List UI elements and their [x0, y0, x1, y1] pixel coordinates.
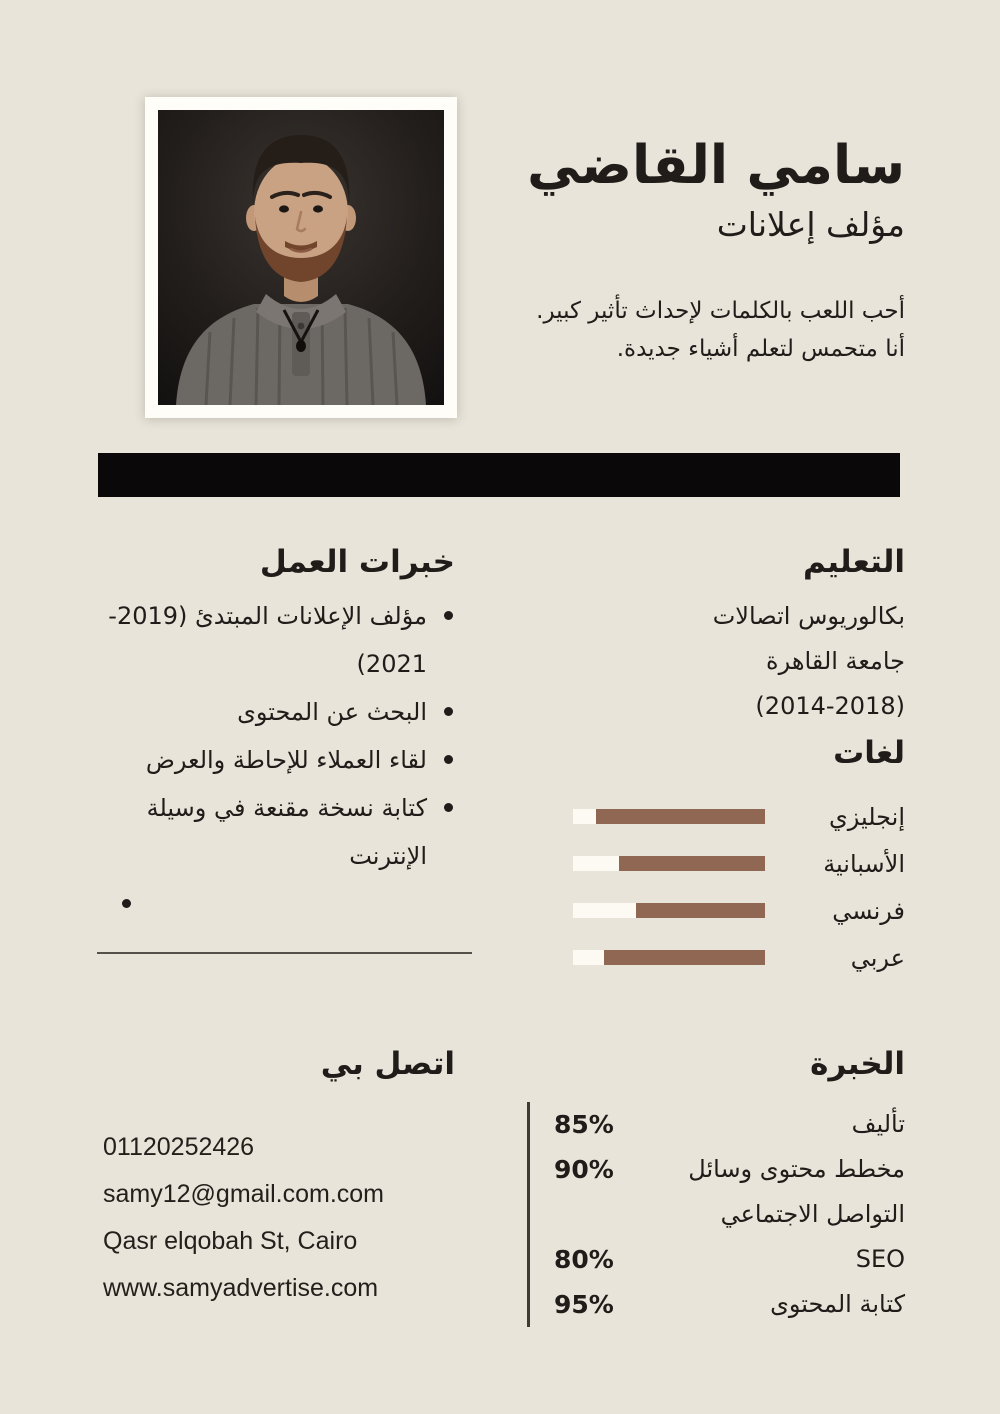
work-item: مؤلف الإعلانات المبتدئ (2019-2021) — [97, 592, 455, 688]
profile-photo — [145, 97, 457, 418]
expertise-row — [554, 1237, 905, 1282]
language-label: إنجليزي — [828, 802, 905, 831]
language-label: فرنسي — [832, 896, 905, 925]
expertise-percent: 85% — [554, 1110, 614, 1139]
expertise-percent: 90% — [554, 1155, 614, 1184]
language-progress-bar — [573, 856, 765, 871]
person-name: سامي القاضي — [527, 135, 905, 196]
education-heading: التعليم — [802, 544, 905, 580]
contact-website: www.samyadvertise.com — [103, 1274, 379, 1302]
education-line: (2014-2018) — [755, 692, 905, 720]
expertise-percent: 80% — [554, 1245, 614, 1274]
header — [425, 134, 905, 391]
horizontal-divider-line — [97, 952, 472, 954]
contact-phone: 01120252426 — [103, 1133, 255, 1161]
contact-address: Qasr elqobah St, Cairo — [103, 1227, 358, 1255]
portrait-illustration — [158, 110, 444, 405]
summary-text — [425, 292, 905, 368]
work-experience-section — [97, 538, 472, 954]
work-item: لقاء العملاء للإحاطة والعرض — [97, 736, 455, 784]
contact-lines — [97, 1124, 472, 1312]
education-line: بكالوريوس اتصالات — [712, 602, 905, 630]
language-row — [527, 793, 905, 840]
language-label: الأسبانية — [823, 849, 905, 878]
expertise-label: مخطط محتوى وسائل التواصل الاجتماعي — [688, 1155, 905, 1228]
contact-heading: اتصل بي — [320, 1046, 455, 1082]
work-item: كتابة نسخة مقنعة في وسيلة الإنترنت — [97, 784, 455, 880]
work-item-empty — [97, 880, 455, 928]
work-experience-heading: خبرات العمل — [259, 544, 455, 580]
language-list — [527, 793, 905, 981]
contact-section — [97, 1040, 472, 1312]
language-progress-fill — [596, 809, 765, 824]
language-row — [527, 887, 905, 934]
language-progress-bar — [573, 950, 765, 965]
expertise-section — [527, 1040, 905, 1327]
education-languages-section — [527, 538, 905, 981]
education-lines — [527, 594, 905, 729]
summary-line: أحب اللعب بالكلمات لإحداث تأثير كبير. — [536, 298, 905, 324]
expertise-list — [527, 1102, 905, 1327]
work-experience-list — [97, 592, 472, 928]
language-row — [527, 934, 905, 981]
language-label: عربي — [850, 943, 905, 972]
expertise-label: SEO — [855, 1245, 905, 1273]
expertise-row — [554, 1147, 905, 1237]
language-progress-fill — [604, 950, 765, 965]
expertise-heading: الخبرة — [810, 1046, 905, 1082]
language-progress-bar — [573, 809, 765, 824]
section-divider-bar — [98, 453, 900, 497]
expertise-label: تأليف — [851, 1110, 905, 1138]
person-title: مؤلف إعلانات — [716, 205, 905, 244]
language-progress-fill — [619, 856, 765, 871]
language-progress-fill — [636, 903, 765, 918]
expertise-label: كتابة المحتوى — [770, 1290, 905, 1318]
expertise-row — [554, 1102, 905, 1147]
summary-line: أنا متحمس لتعلم أشياء جديدة. — [616, 336, 905, 362]
contact-email: samy12@gmail.com.com — [103, 1180, 385, 1208]
language-progress-bar — [573, 903, 765, 918]
work-item: البحث عن المحتوى — [97, 688, 455, 736]
expertise-row — [554, 1282, 905, 1327]
education-line: جامعة القاهرة — [766, 647, 905, 675]
languages-heading: لغات — [833, 735, 905, 771]
expertise-percent: 95% — [554, 1290, 614, 1319]
language-row — [527, 840, 905, 887]
